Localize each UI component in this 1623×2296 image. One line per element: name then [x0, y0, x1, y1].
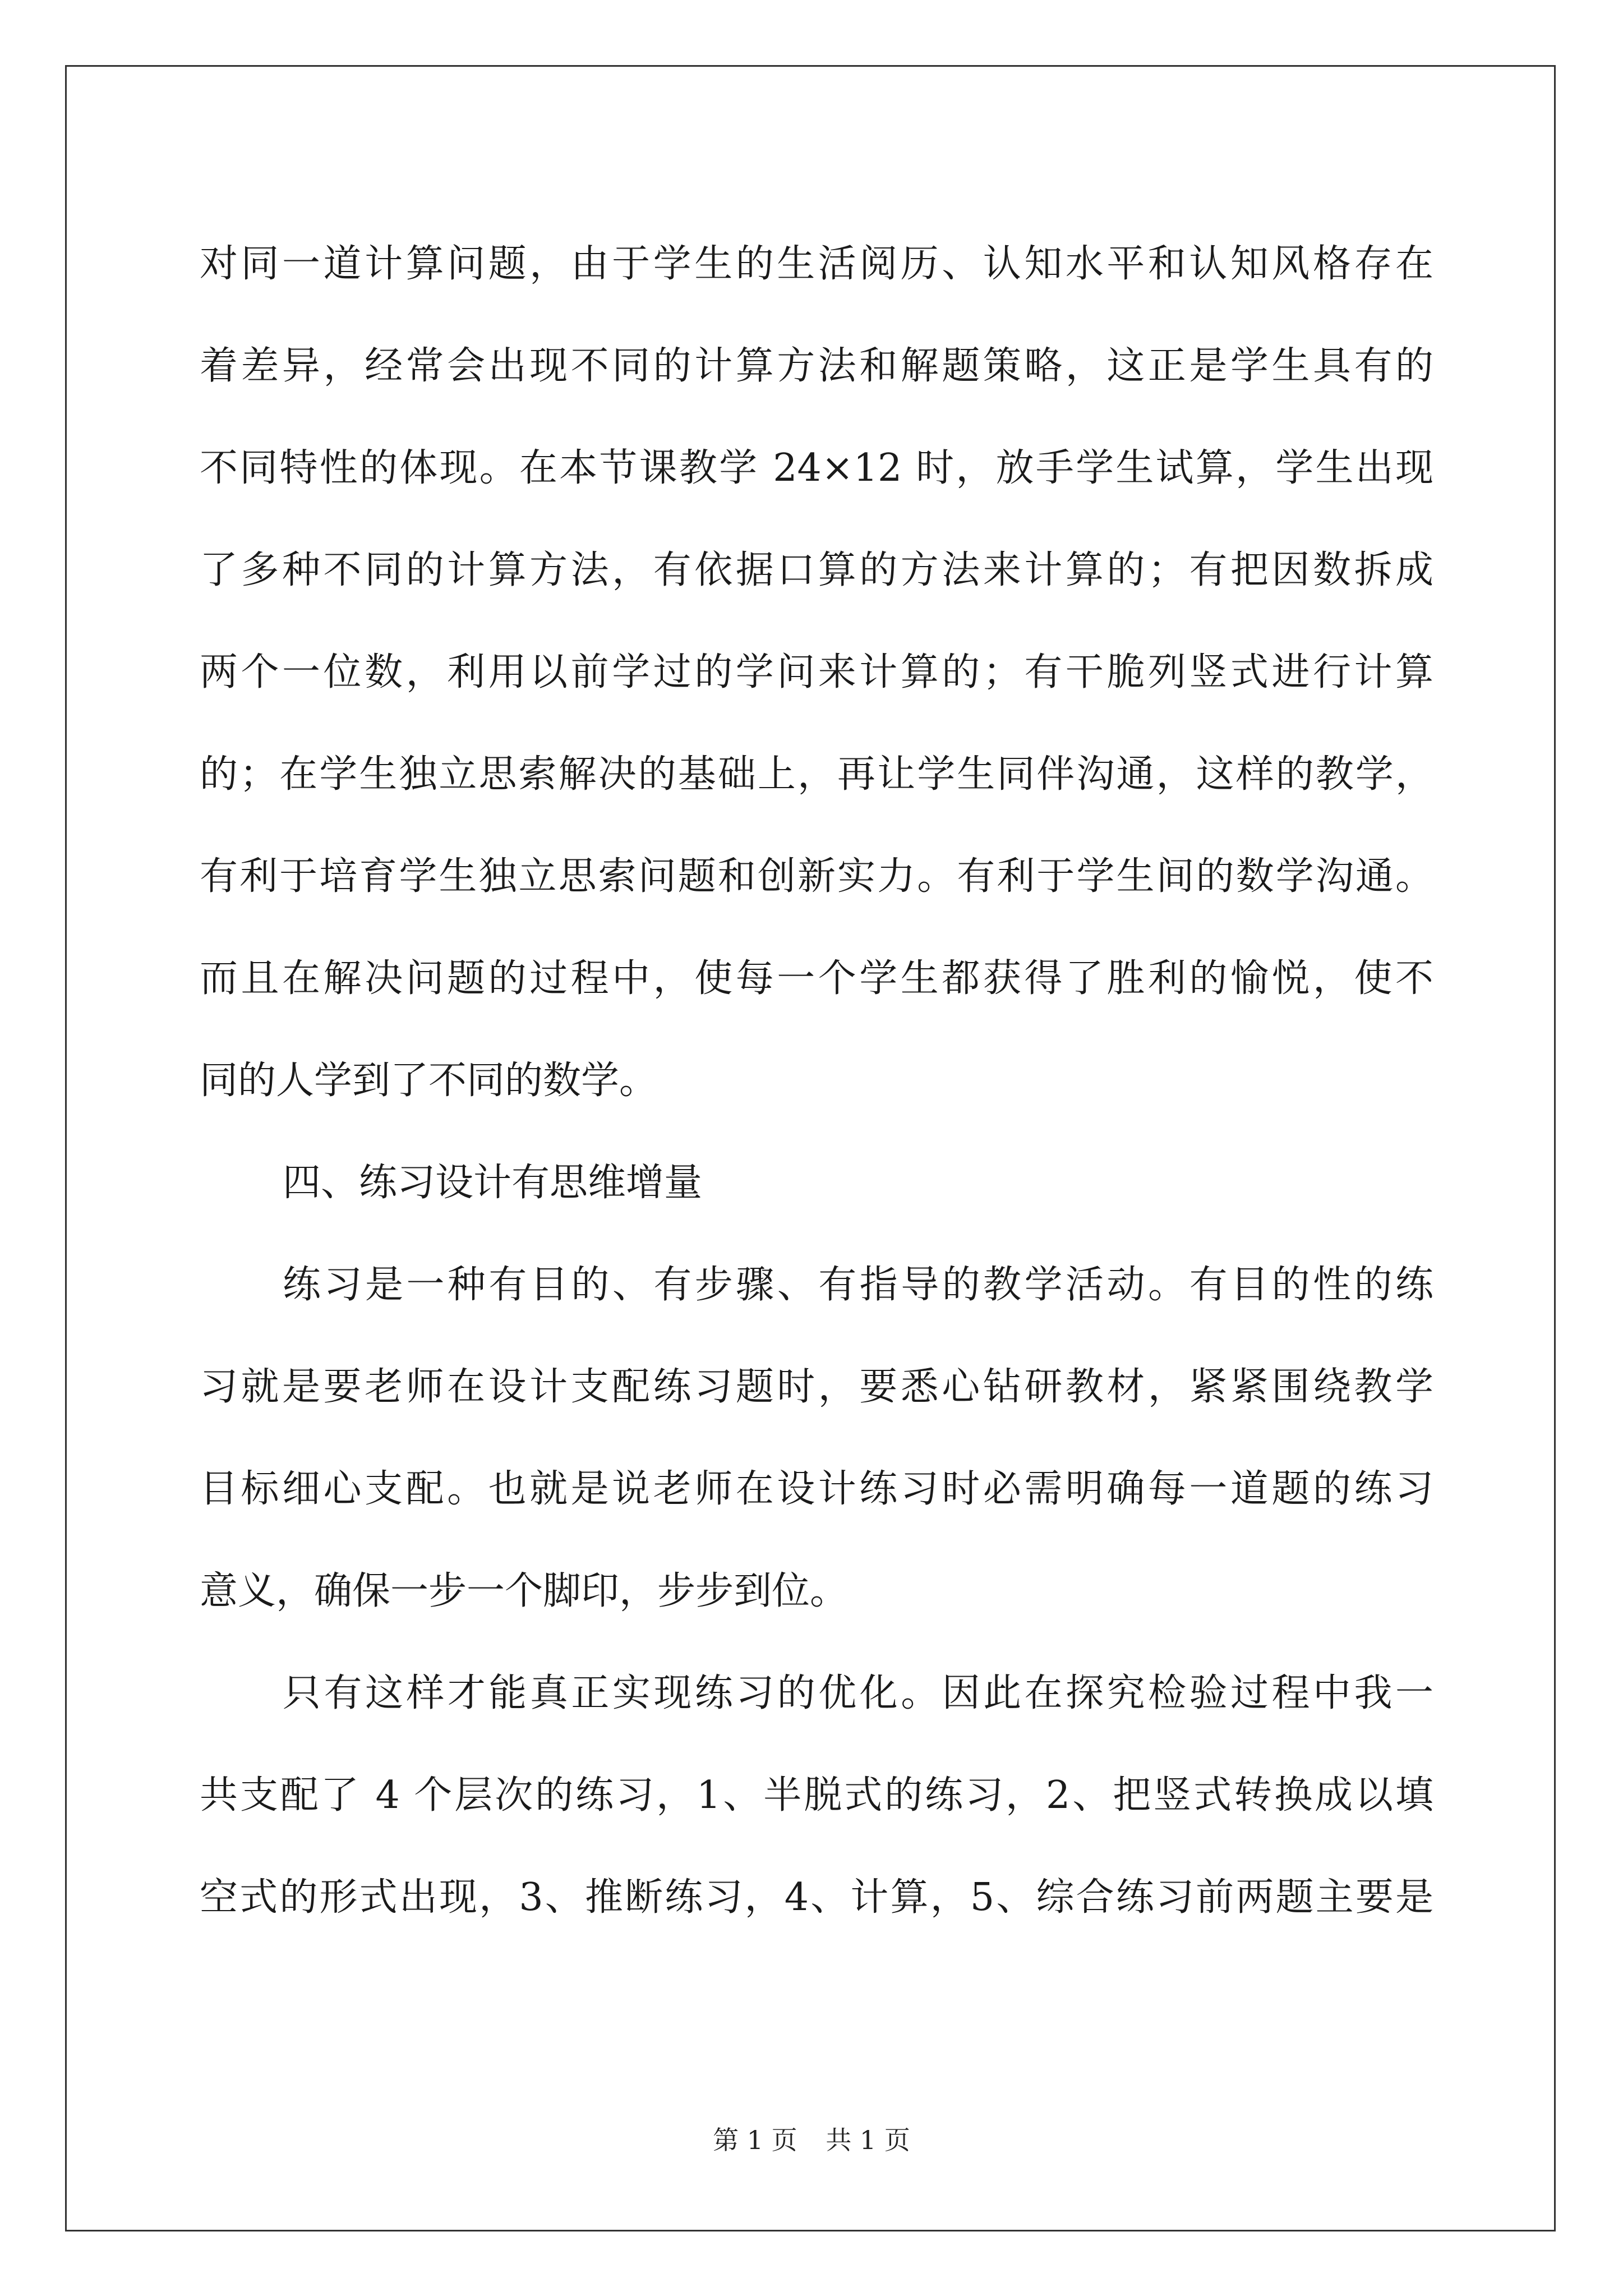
text-line: 不同特性的体现。在本节课教学 24×12 时，放手学生试算，学生出现	[200, 446, 1433, 490]
text-line: 目标细心支配。也就是说老师在设计练习时必需明确每一道题的练习	[200, 1467, 1433, 1511]
section-heading: 四、练习设计有思维增量	[283, 1161, 703, 1205]
text-line: 对同一道计算问题，由于学生的生活阅历、认知水平和认知风格存在	[200, 242, 1433, 286]
text-line: 空式的形式出现，3、推断练习，4、计算，5、综合练习前两题主要是	[200, 1875, 1433, 1920]
text-line: 了多种不同的计算方法，有依据口算的方法来计算的；有把因数拆成	[200, 548, 1433, 592]
text-line: 习就是要老师在设计支配练习题时，要悉心钻研教材，紧紧围绕教学	[200, 1365, 1433, 1409]
text-line: 而且在解决问题的过程中，使每一个学生都获得了胜利的愉悦，使不	[200, 956, 1433, 1001]
text-line: 有利于培育学生独立思索问题和创新实力。有利于学生间的数学沟通。	[200, 854, 1433, 899]
text-line: 意义，确保一步一个脚印，步步到位。	[200, 1569, 849, 1613]
text-line: 着差异，经常会出现不同的计算方法和解题策略，这正是学生具有的	[200, 344, 1433, 388]
page-footer	[0, 2123, 1623, 2157]
text-line: 的；在学生独立思索解决的基础上，再让学生同伴沟通，这样的教学，	[200, 752, 1433, 797]
text-line: 同的人学到了不同的数学。	[200, 1059, 658, 1103]
text-line: 两个一位数，利用以前学过的学问来计算的；有干脆列竖式进行计算	[200, 650, 1433, 694]
text-line: 共支配了 4 个层次的练习，1、半脱式的练习，2、把竖式转换成以填	[200, 1773, 1433, 1818]
page-number: 第 1 页	[713, 2125, 797, 2155]
document-body	[200, 213, 1433, 1949]
text-line: 只有这样才能真正实现练习的优化。因此在探究检验过程中我一	[283, 1671, 1433, 1715]
page-total: 共 1 页	[826, 2125, 910, 2155]
text-line: 练习是一种有目的、有步骤、有指导的教学活动。有目的性的练	[283, 1263, 1433, 1307]
